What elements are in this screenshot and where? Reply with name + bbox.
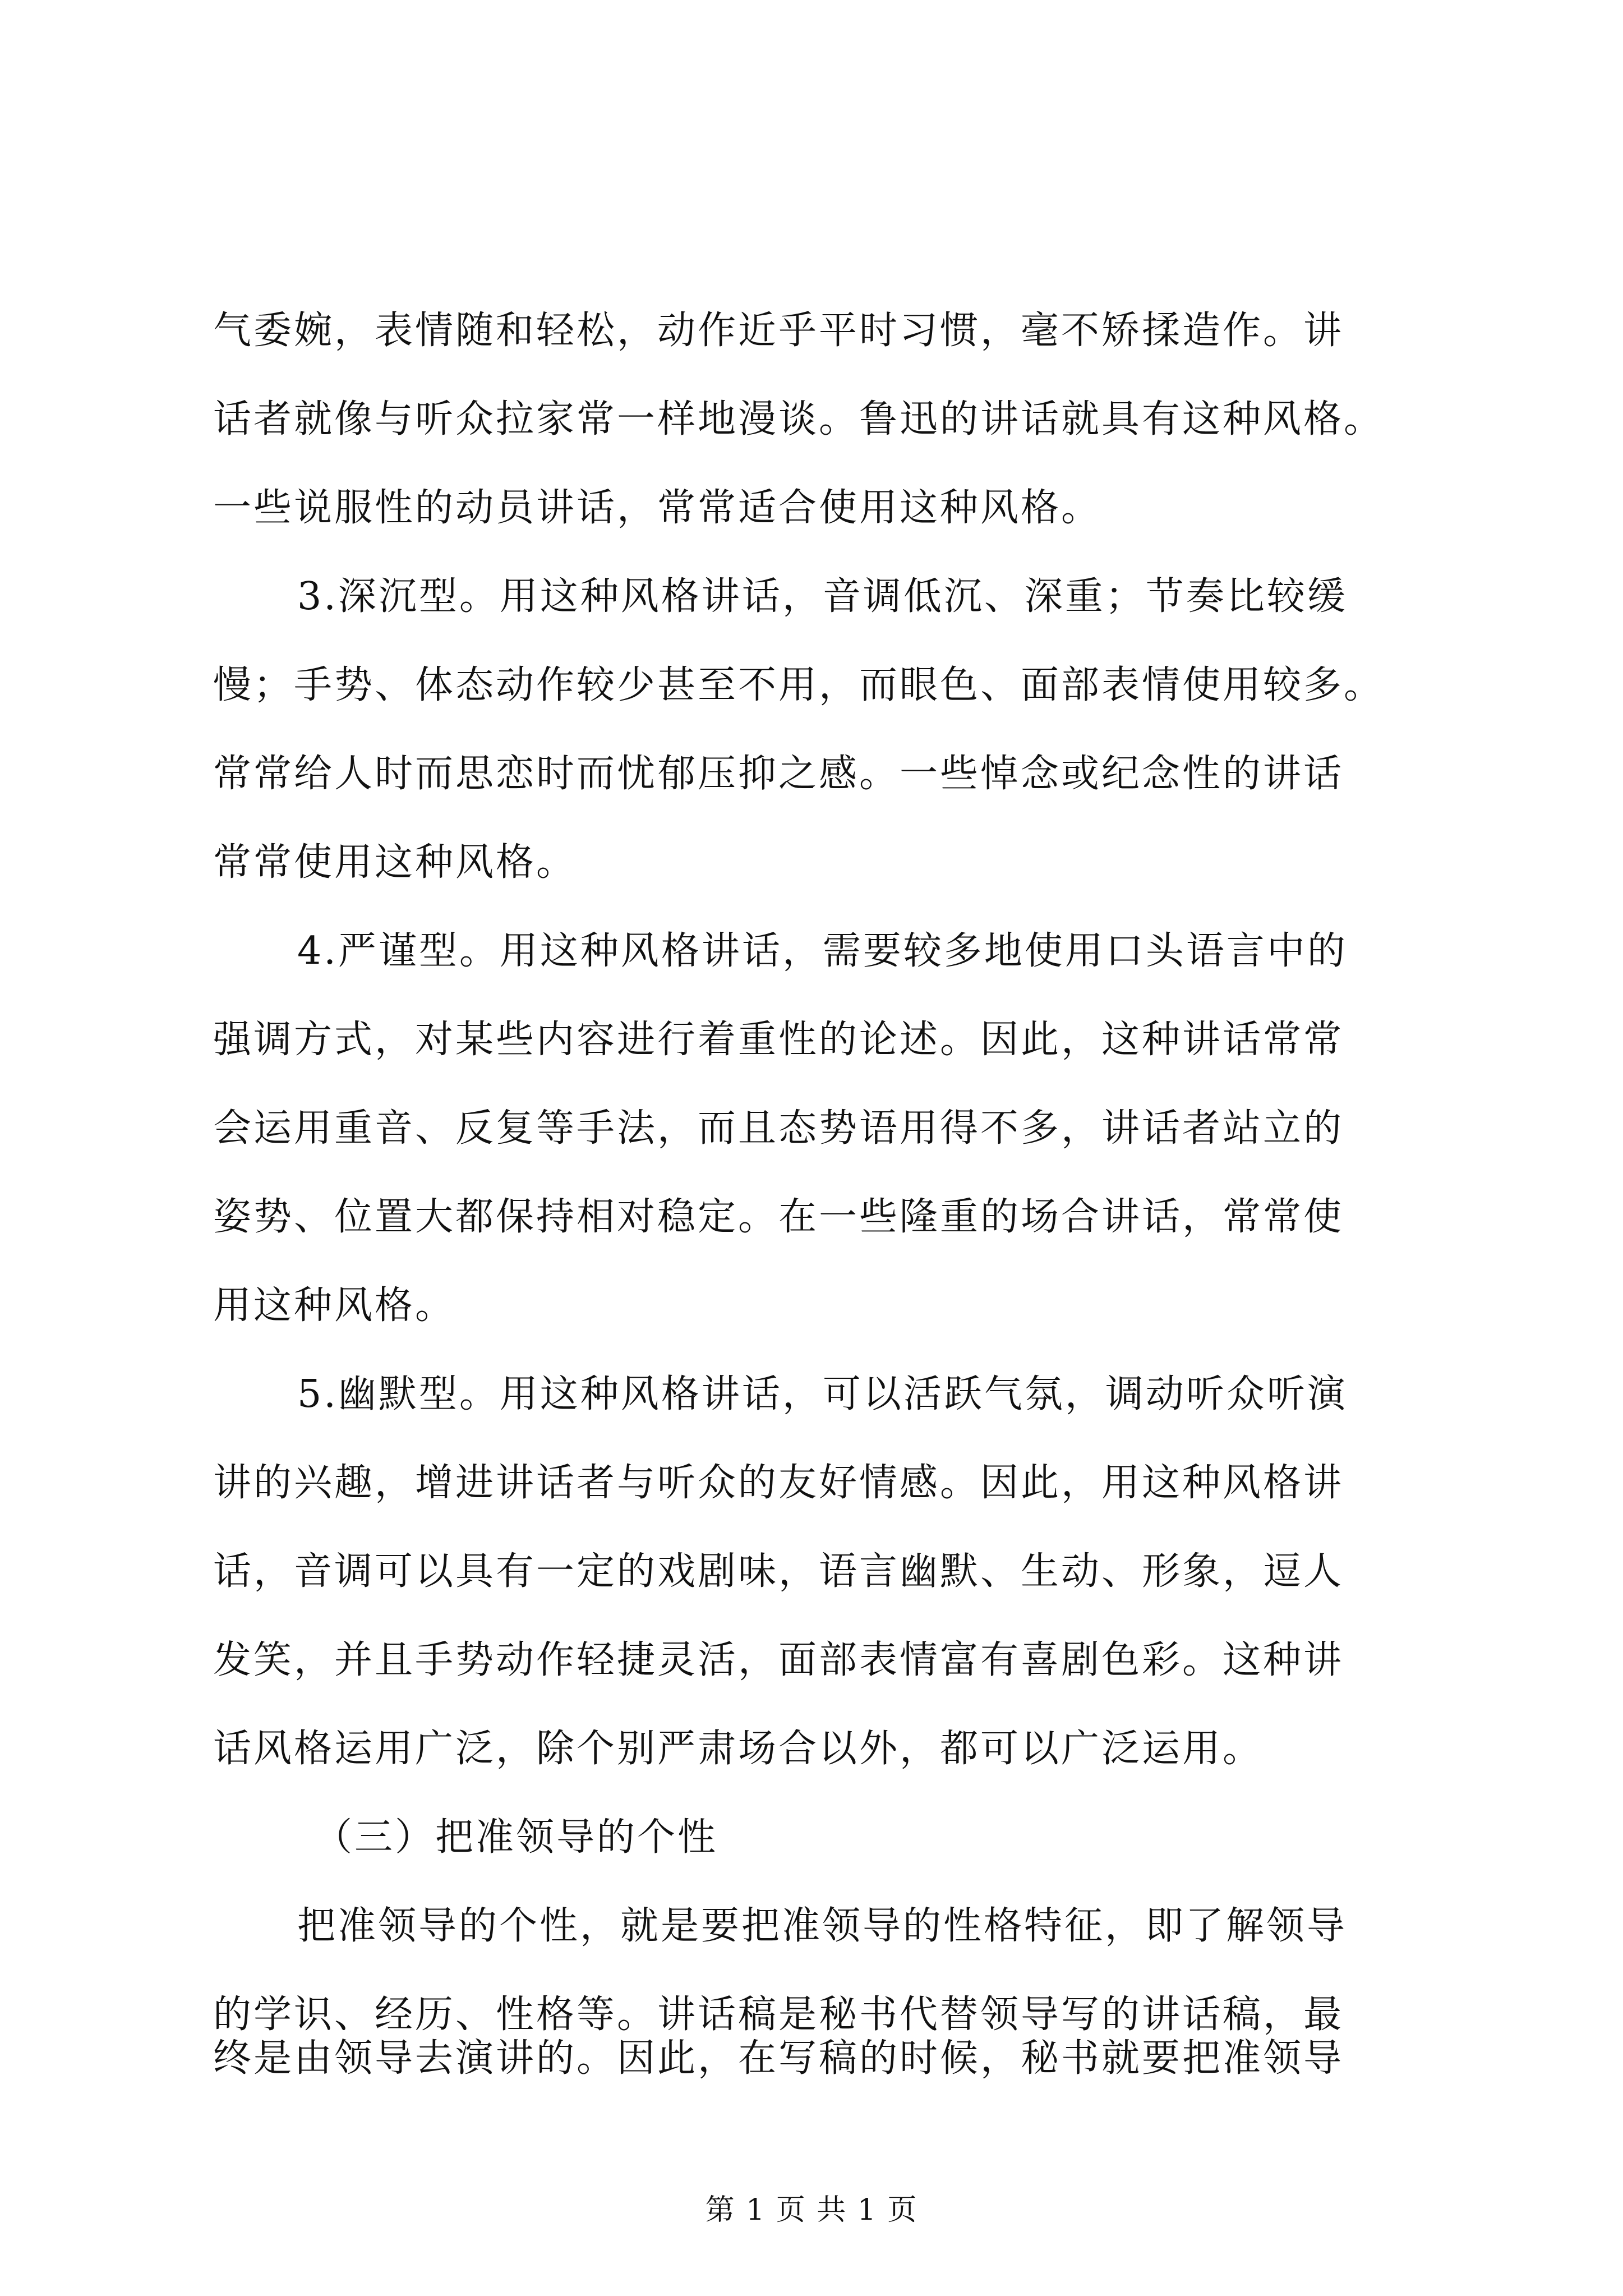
text-line: 终是由领导去演讲的。因此，在写稿的时候，秘书就要把准领导	[213, 2036, 1344, 2081]
page-number-footer: 第 1 页 共 1 页	[705, 2193, 918, 2227]
paragraph-start-line: 4.严谨型。用这种风格讲话，需要较多地使用口头语言中的	[297, 929, 1348, 973]
text-line: 慢；手势、体态动作较少甚至不用，而眼色、面部表情使用较多。	[213, 663, 1385, 707]
text-line: 一些说服性的动员讲话，常常适合使用这种风格。	[213, 486, 1102, 530]
text-line: 常常使用这种风格。	[213, 840, 577, 885]
section-heading: （三）把准领导的个性	[314, 1815, 718, 1860]
paragraph-start-line: 5.幽默型。用这种风格讲话，可以活跃气氛，调动听众听演	[297, 1372, 1348, 1416]
text-line: 话者就像与听众拉家常一样地漫谈。鲁迅的讲话就具有这种风格。	[213, 397, 1385, 441]
text-line: 话风格运用广泛，除个别严肃场合以外，都可以广泛运用。	[213, 1727, 1264, 1771]
text-line: 发笑，并且手势动作轻捷灵活，面部表情富有喜剧色彩。这种讲	[213, 1638, 1344, 1682]
text-line: 气委婉，表情随和轻松，动作近乎平时习惯，毫不矫揉造作。讲	[213, 309, 1344, 353]
text-line: 会运用重音、反复等手法，而且态势语用得不多，讲话者站立的	[213, 1106, 1344, 1151]
text-line: 强调方式，对某些内容进行着重性的论述。因此，这种讲话常常	[213, 1018, 1344, 1062]
text-line: 用这种风格。	[213, 1283, 456, 1328]
paragraph-start-line: 3.深沉型。用这种风格讲话，音调低沉、深重；节奏比较缓	[297, 574, 1348, 619]
text-line: 的学识、经历、性格等。讲话稿是秘书代替领导写的讲话稿，最	[213, 1993, 1344, 2037]
paragraph-start-line: 把准领导的个性，就是要把准领导的性格特征，即了解领导	[297, 1904, 1348, 1948]
text-line: 话，音调可以具有一定的戏剧味，语言幽默、生动、形象，逗人	[213, 1549, 1344, 1594]
text-line: 讲的兴趣，增进讲话者与听众的友好情感。因此，用这种风格讲	[213, 1461, 1344, 1505]
text-line: 常常给人时而思恋时而忧郁压抑之感。一些悼念或纪念性的讲话	[213, 752, 1344, 796]
text-line: 姿势、位置大都保持相对稳定。在一些隆重的场合讲话，常常使	[213, 1195, 1344, 1239]
